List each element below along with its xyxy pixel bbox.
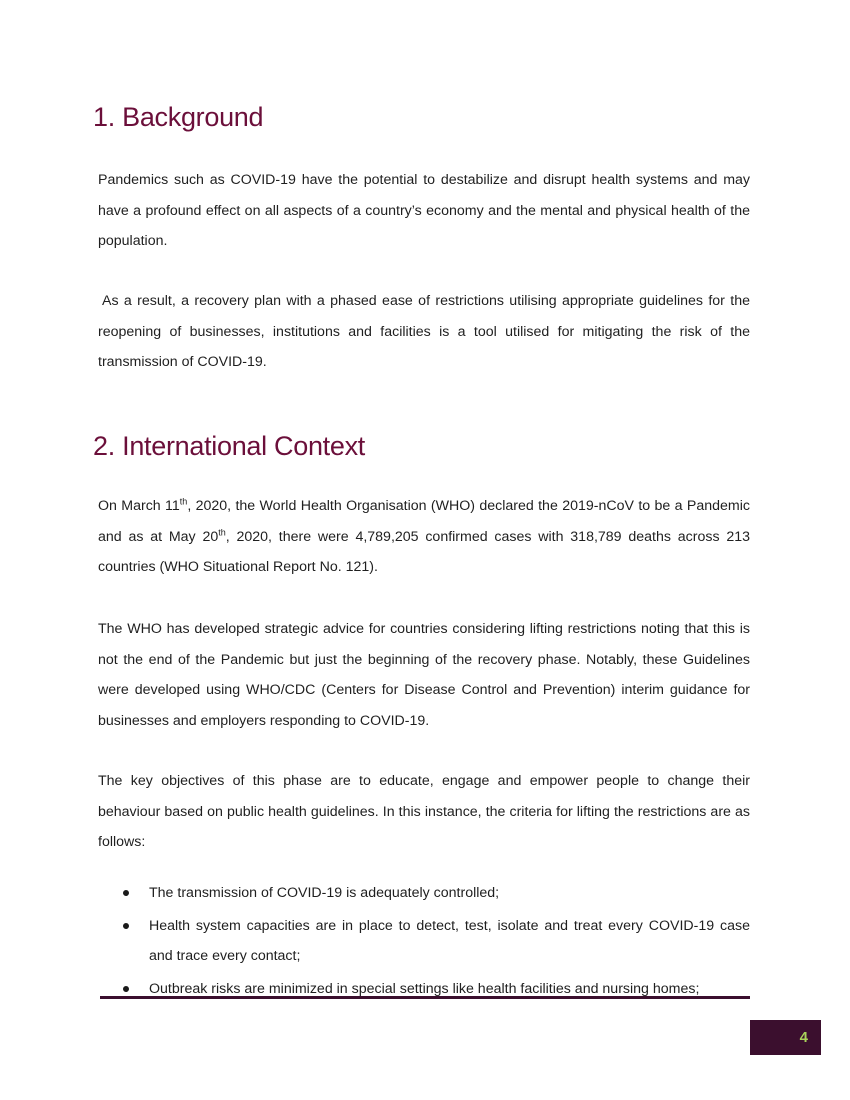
- section-heading-international-context: 2. International Context: [93, 431, 365, 461]
- context-paragraph-3: The key objectives of this phase are to educate, engage and empower people to change their behaviour based on public health guidelines. In this instance, the criteria for lifting the restrictions are as follows:: [98, 773, 750, 850]
- background-paragraph-1: Pandemics such as COVID-19 have the potential to destabilize and disrupt health systems and may have a profound effect on all aspects of a country’s economy and the mental and physical health of the population.: [98, 172, 750, 249]
- criteria-bullet-list: [98, 878, 750, 1006]
- bullet-icon: [123, 923, 129, 929]
- list-item: [98, 878, 750, 909]
- footer-rule-divider: [100, 996, 750, 999]
- background-paragraph-2: [98, 286, 750, 378]
- bullet-icon: [123, 986, 129, 992]
- bullet-text: Outbreak risks are minimized in special settings like health facilities and nursing homes;: [149, 980, 700, 997]
- context-text-part1: On March 11: [98, 498, 180, 514]
- context-text-part3: , 2020, there were 4,789,205 confirmed cases with 318,789 deaths across 213 countries (WHO Situational Report No. 121).: [98, 528, 750, 575]
- context-paragraph-1: [98, 491, 750, 583]
- ordinal-suffix: th: [179, 496, 188, 507]
- page-number: 4: [799, 1029, 808, 1046]
- bullet-text: The transmission of COVID-19 is adequately controlled;: [149, 885, 500, 901]
- bullet-icon: [123, 890, 129, 896]
- page-number-box: [750, 1020, 821, 1055]
- bullet-text: Health system capacities are in place to detect, test, isolate and treat every COVID-19 case and trace every contact;: [149, 917, 750, 964]
- list-item: [98, 974, 750, 1005]
- section-heading-background: 1. Background: [93, 102, 264, 132]
- context-text-part2: , 2020, the World Health Organisation (WHO) declared the 2019-nCoV to be a Pandemic and as at May 20: [98, 498, 750, 545]
- ordinal-suffix: th: [218, 526, 226, 537]
- context-paragraph-2: The WHO has developed strategic advice for countries considering lifting restrictions noting that this is not the end of the Pandemic but just the beginning of the recovery phase. Notably, these Guidelines were developed using WHO/CDC (Centers for Disease Control and Prevention) interim guidance for businesses and employers responding to COVID-19.: [98, 621, 750, 729]
- list-item: [98, 911, 750, 972]
- background-paragraph-2-text: As a result, a recovery plan with a phased ease of restrictions utilising appropriate guidelines for the reopening of businesses, institutions and facilities is a tool utilised for mitigating the risk of the transmission of COVID-19.: [98, 293, 750, 370]
